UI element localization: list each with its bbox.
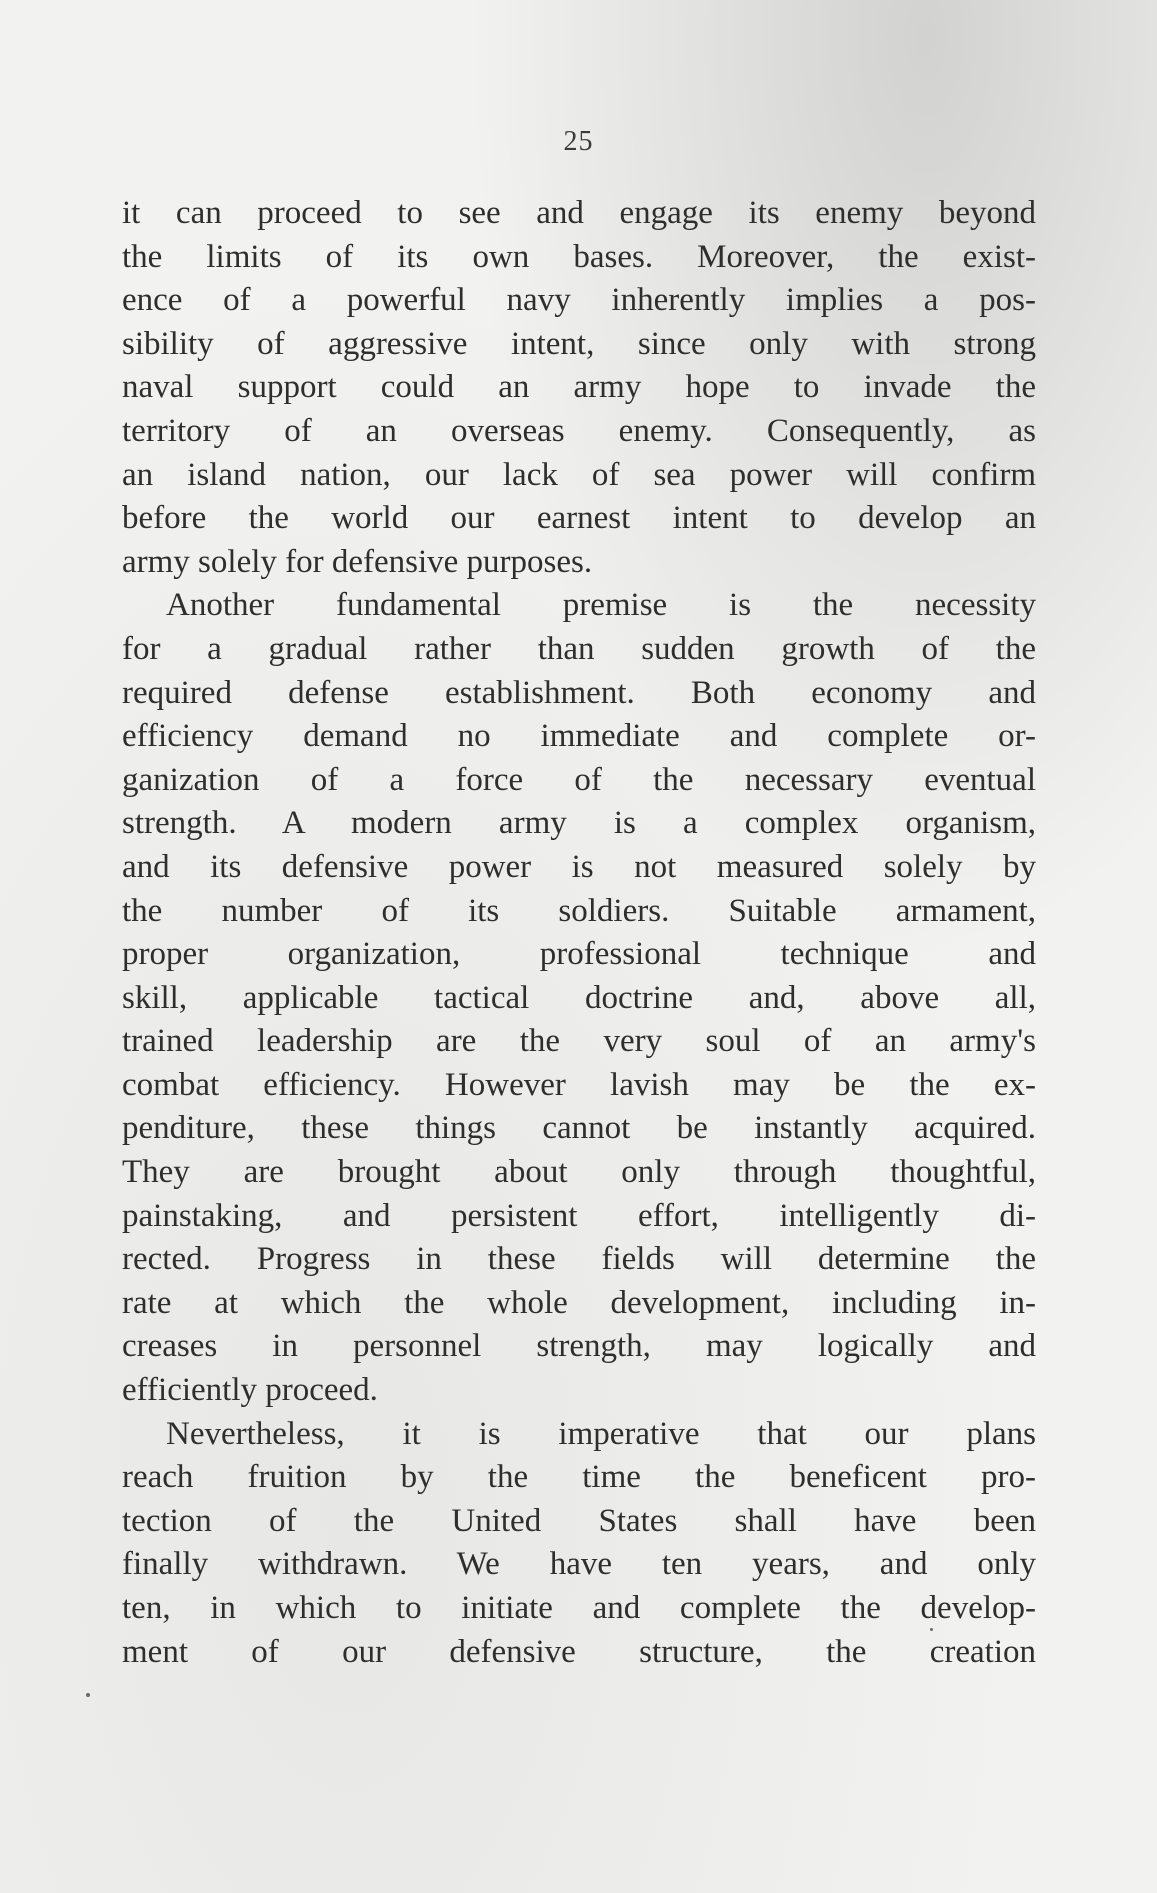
paper-speck xyxy=(930,1628,933,1631)
text-line: rected. Progress in these fields will determine the xyxy=(122,1241,1036,1278)
text-line: the limits of its own bases. Moreover, the exist- xyxy=(122,238,1036,275)
text-line: strength. A modern army is a complex organism, xyxy=(122,805,1036,842)
text-line: efficiently proceed. xyxy=(122,1372,378,1409)
text-line: for a gradual rather than sudden growth of the xyxy=(122,630,1036,667)
text-line: proper organization, professional technique and xyxy=(122,936,1036,973)
text-line: and its defensive power is not measured solely by xyxy=(122,848,1036,885)
text-line: ence of a powerful navy inherently implies a pos- xyxy=(122,282,1036,319)
text-line: the number of its soldiers. Suitable armament, xyxy=(122,892,1036,929)
text-line: trained leadership are the very soul of an army's xyxy=(122,1023,1036,1060)
text-line: territory of an overseas enemy. Consequently, as xyxy=(122,412,1036,449)
text-line: tection of the United States shall have been xyxy=(122,1502,1036,1539)
text-line: finally withdrawn. We have ten years, and only xyxy=(122,1546,1036,1583)
text-line: penditure, these things cannot be instantly acquired. xyxy=(122,1110,1036,1147)
text-line: efficiency demand no immediate and complete or- xyxy=(122,718,1036,755)
text-line: sibility of aggressive intent, since only with strong xyxy=(122,325,1036,362)
text-line: rate at which the whole development, including in- xyxy=(122,1284,1036,1321)
text-line: before the world our earnest intent to develop an xyxy=(122,500,1036,537)
paragraph-first-line: Another fundamental premise is the necessity xyxy=(166,587,1036,624)
text-line: ganization of a force of the necessary eventual xyxy=(122,761,1036,798)
paragraph-first-line: Nevertheless, it is imperative that our plans xyxy=(166,1415,1036,1452)
page-number: 25 xyxy=(563,126,594,157)
text-line: ment of our defensive structure, the creation xyxy=(122,1633,1036,1670)
text-line: required defense establishment. Both economy and xyxy=(122,674,1036,711)
paper-speck xyxy=(86,1693,90,1697)
body-text xyxy=(122,192,1036,1674)
text-line: naval support could an army hope to invade the xyxy=(122,369,1036,406)
text-line: painstaking, and persistent effort, intelligently di- xyxy=(122,1197,1036,1234)
text-line: reach fruition by the time the beneficent pro- xyxy=(122,1459,1036,1496)
text-line: skill, applicable tactical doctrine and, above all, xyxy=(122,979,1036,1016)
text-line: creases in personnel strength, may logically and xyxy=(122,1328,1036,1365)
text-line: it can proceed to see and engage its enemy beyond xyxy=(122,195,1036,231)
text-line: combat efficiency. However lavish may be the ex- xyxy=(122,1066,1036,1103)
text-line: army solely for defensive purposes. xyxy=(122,543,593,580)
text-line: an island nation, our lack of sea power will confirm xyxy=(122,456,1036,493)
text-line: ten, in which to initiate and complete the develop- xyxy=(122,1590,1036,1626)
text-line: They are brought about only through thoughtful, xyxy=(122,1154,1036,1191)
